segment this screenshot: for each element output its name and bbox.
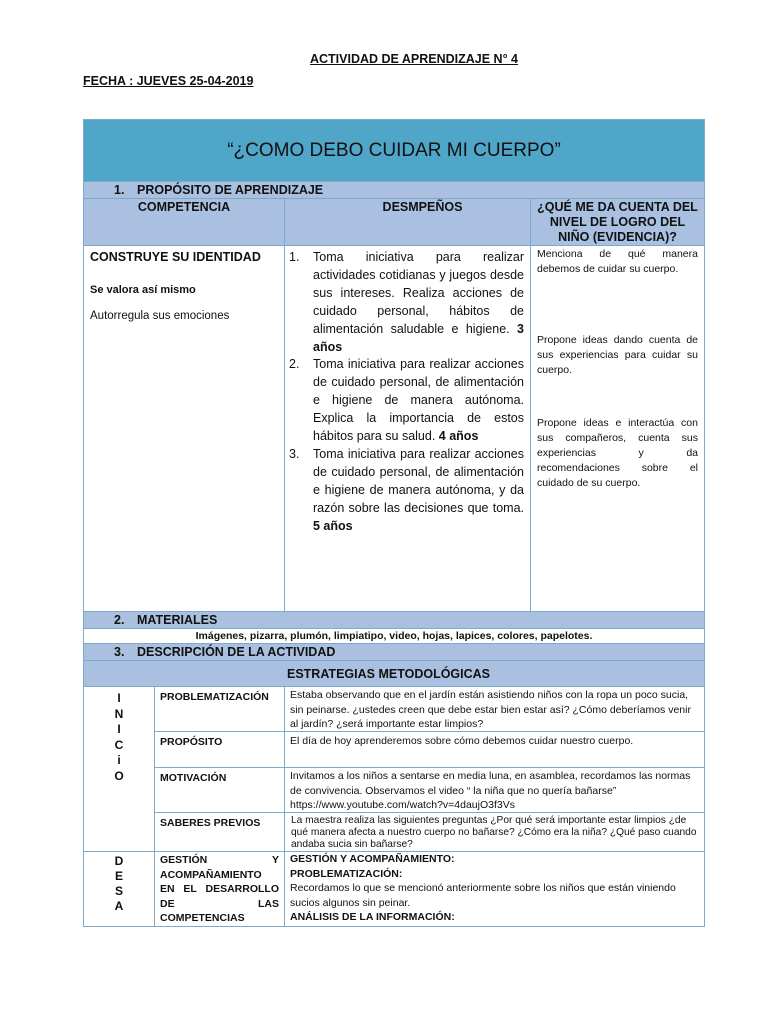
row-label: GESTIÓN Y ACOMPAÑAMIENTO EN EL DESARROLLO DE LAS COMPETENCIAS (155, 852, 285, 926)
desarrollo-subheading: PROBLEMATIZACIÓN: (290, 867, 403, 880)
row-text: Estaba observando que en el jardín están asistiendo niños con la ropa un poco sucia, sin peinarse. ¿ustedes creen que debe estar bien estar así? ¿Cómo deberíamos venir al jardín? ¿será importante estar limpios? (290, 689, 691, 730)
section-proposito: 1. PROPÓSITO DE APRENDIZAJE (84, 182, 704, 199)
capacidad-2: Autorregula sus emociones (90, 310, 230, 322)
phase-inicio-label: I N I C i O (84, 687, 155, 851)
row-label: PROBLEMATIZACIÓN (155, 687, 285, 731)
materiales-list: Imágenes, pizarra, plumón, limpiatipo, video, hojas, lapices, colores, papelotes. (84, 629, 704, 644)
evidencia-item: Menciona de qué manera debemos de cuidar su cuerpo. (537, 248, 698, 275)
row-text: Invitamos a los niños a sentarse en media luna, en asamblea, recordamos las normas de convivencia. Observamos el video “ la niña que no quería bañarse” https://www.youtube.com/watch?v=4daujO3f3Vs (290, 770, 691, 811)
desempenos-cell (285, 246, 531, 611)
phase-desarrollo (84, 852, 704, 926)
phase-desarrollo-label: D E S A (84, 852, 155, 926)
inicio-row-proposito (155, 732, 704, 768)
inicio-row-saberes-previos (155, 813, 704, 851)
section-descripcion: 3. DESCRIPCIÓN DE LA ACTIVIDAD (84, 644, 704, 661)
competencia-row (84, 246, 704, 612)
activity-table (83, 119, 705, 927)
document-title: ACTIVIDAD DE APRENDIZAJE N° 4 (309, 52, 519, 66)
desarrollo-row (155, 852, 704, 926)
row-text: El día de hoy aprenderemos sobre cómo debemos cuidar nuestro cuerpo. (290, 735, 634, 747)
evidencia-cell (531, 246, 704, 611)
col-evidencia-header: ¿QUÉ ME DA CUENTA DEL NIVEL DE LOGRO DEL NIÑO (EVIDENCIA)? (537, 200, 698, 244)
estrategias-header: ESTRATEGIAS METODOLÓGICAS (84, 661, 704, 687)
row-label: PROPÓSITO (155, 732, 285, 767)
activity-banner: “¿COMO DEBO CUIDAR MI CUERPO” (84, 120, 704, 182)
desarrollo-subheading-2: ANÁLISIS DE LA INFORMACIÓN: (290, 911, 455, 923)
capacidad-1: Se valora así mismo (90, 284, 196, 296)
col-desempenos-header: DESMPEÑOS (285, 199, 531, 245)
row-text: La maestra realiza las siguientes preguntas ¿Por qué será importante estar limpios ¿de qué manera afecta a nuestro cuerpo no bañarse? ¿Cómo era la niña? ¿Qué paso cuando andaba sucia sin bañarse? (291, 815, 697, 850)
evidencia-item: Propone ideas dando cuenta de sus experiencias para cuidar su cuerpo. (537, 334, 698, 376)
inicio-row-problematizacion (155, 687, 704, 732)
phase-inicio (84, 687, 704, 852)
inicio-row-motivacion (155, 768, 704, 813)
desempeno-item: 2. Toma iniciativa para realizar acciones de cuidado personal, de alimentación e higiene de manera autónoma. Explica la importancia de estos hábitos para su salud. 4 años (289, 357, 524, 444)
col-competencia-header: COMPETENCIA (84, 199, 285, 245)
document-date: FECHA : JUEVES 25-04-2019 (83, 74, 254, 88)
evidencia-item: Propone ideas e interactúa con sus compañeros, cuenta sus experiencias y da recomendaciones sobre el cuidado de su cuerpo. (537, 417, 698, 489)
row-label: MOTIVACIÓN (155, 768, 285, 812)
row-label: SABERES PREVIOS (155, 813, 285, 851)
desempeno-item: 1. Toma iniciativa para realizar actividades cotidianas y juegos desde sus intereses. Realiza acciones de cuidado personal, hábitos de alimentación saludable e higiene. 3 años (289, 250, 524, 354)
proposito-header-row (84, 199, 704, 246)
competencia-cell (84, 246, 285, 611)
row-text (285, 852, 704, 926)
desempeno-item: 3. Toma iniciativa para realizar acciones de cuidado personal, de alimentación e higiene de manera autónoma, y da razón sobre las decisiones que toma. 5 años (289, 446, 524, 533)
section-materiales: 2. MATERIALES (84, 612, 704, 629)
desarrollo-text: Recordamos lo que se mencionó anteriormente sobre los niños que están viniendo sucios algunos sin peinar. (290, 882, 676, 909)
desarrollo-heading: GESTIÓN Y ACOMPAÑAMIENTO: (290, 853, 455, 865)
competencia-name: CONSTRUYE SU IDENTIDAD (90, 250, 261, 264)
